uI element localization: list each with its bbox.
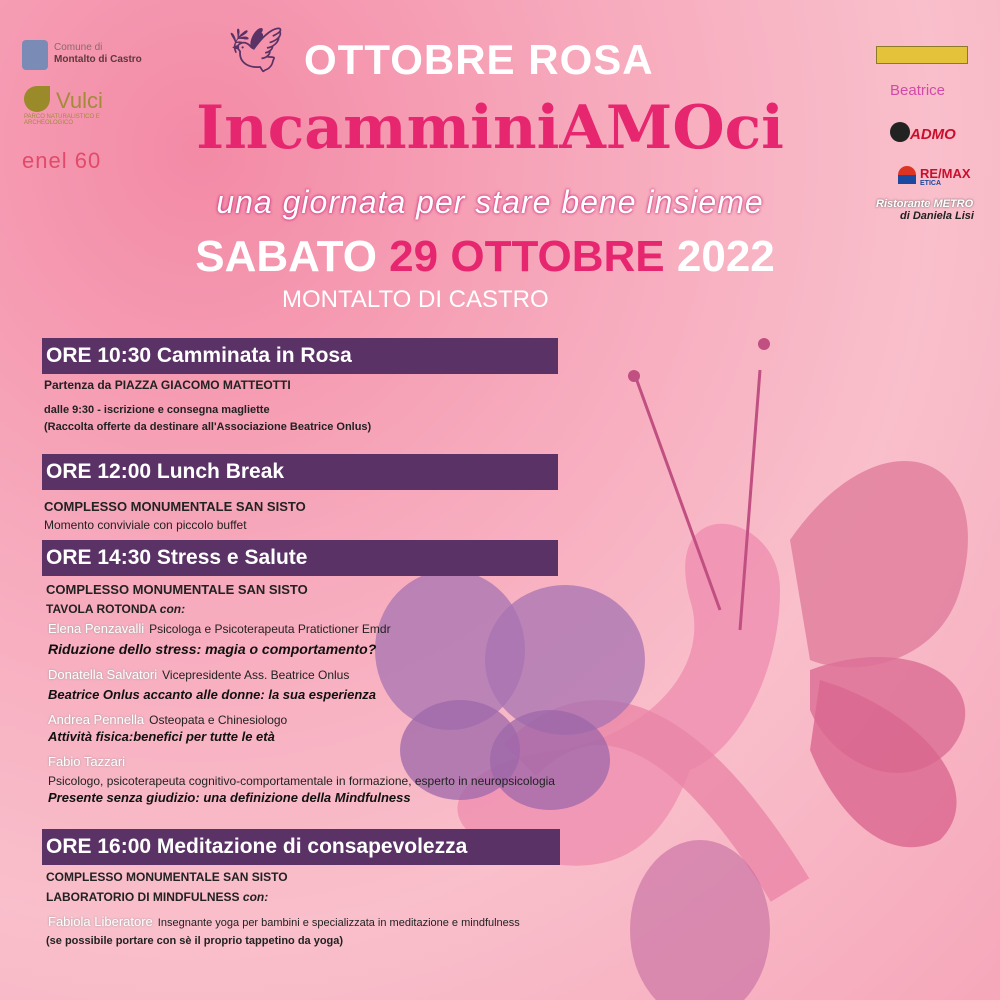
talk-title: Beatrice Onlus accanto alle donne: la sua esperienza <box>48 687 377 702</box>
comune-crest-icon <box>22 40 48 70</box>
enel-logo: enel 60 <box>22 148 102 173</box>
vulci-logo: Vulci <box>56 88 103 113</box>
section-heading-stress: ORE 14:30 Stress e Salute <box>42 540 558 576</box>
s4-line: LABORATORIO DI MINDFULNESS con: <box>46 890 269 904</box>
s2-line: COMPLESSO MONUMENTALE SAN SISTO <box>44 499 306 514</box>
s4-line: COMPLESSO MONUMENTALE SAN SISTO <box>46 870 288 884</box>
s2-line: Momento conviviale con piccolo buffet <box>44 518 247 532</box>
remax-logo: RE/MAX <box>920 166 971 181</box>
speaker: Fabiola Liberatore Insegnante yoga per bambini e specializzata in meditazione e mindfulness <box>48 914 520 929</box>
event-date <box>0 232 970 282</box>
date-day: SABATO <box>195 232 377 281</box>
section-heading-lunch: ORE 12:00 Lunch Break <box>42 454 558 490</box>
talk-title: Riduzione dello stress: magia o comportamento? <box>48 641 377 657</box>
s1-line: dalle 9:30 - iscrizione e consegna magliette <box>44 404 270 416</box>
date-year: 2022 <box>676 232 775 281</box>
s1-line: Partenza da PIAZZA GIACOMO MATTEOTTI <box>44 378 291 392</box>
remax-balloon-icon <box>898 166 916 184</box>
event-name: OTTOBRE ROSA <box>304 36 654 83</box>
s3-line: TAVOLA ROTONDA con: <box>46 602 186 616</box>
speaker-role: Psicologo, psicoterapeuta cognitivo-comportamentale in formazione, esperto in neuropsicologia <box>48 774 555 788</box>
beatrice-logo: Beatrice <box>890 82 946 99</box>
speaker: Andrea Pennella Osteopata e Chinesiologo <box>48 712 288 727</box>
admo-logo: ADMO <box>910 126 956 143</box>
section-heading-camminata: ORE 10:30 Camminata in Rosa <box>42 338 558 374</box>
remax-sub: ETICA <box>920 180 941 187</box>
vulci-shell-icon <box>24 86 50 112</box>
ristorante-line1: Ristorante METRO <box>876 198 974 210</box>
comune-name: Montalto di Castro <box>54 54 142 65</box>
butterfly-ribbon-illustration <box>360 330 1000 1000</box>
date-main: 29 OTTOBRE <box>389 232 665 281</box>
talk-title: Presente senza giudizio: una definizione della Mindfulness <box>48 790 411 805</box>
s3-line: COMPLESSO MONUMENTALE SAN SISTO <box>46 582 308 597</box>
comune-label: Comune di <box>54 42 103 53</box>
s1-line: (Raccolta offerte da destinare all'Associazione Beatrice Onlus) <box>44 421 372 433</box>
main-title: IncamminiAMOci <box>196 93 784 163</box>
speaker: Donatella Salvatori Vicepresidente Ass. Beatrice Onlus <box>48 667 350 682</box>
section-heading-meditazione: ORE 16:00 Meditazione di consapevolezza <box>42 829 560 865</box>
talk-title: Attività fisica:benefici per tutte le età <box>48 729 275 744</box>
speaker-name: Fabio Tazzari <box>48 754 126 769</box>
vulci-subtitle: PARCO NATURALISTICO E ARCHEOLOGICO <box>24 114 100 126</box>
admo-icon <box>890 122 910 142</box>
sponsor-logo <box>876 46 968 64</box>
speaker: Elena Penzavalli Psicologa e Psicoterapeuta Pratictioner Emdr <box>48 621 391 636</box>
s4-line: (se possibile portare con sè il proprio tappetino da yoga) <box>46 935 344 947</box>
dove-icon: 🕊 <box>228 26 284 75</box>
ristorante-line2: di Daniela Lisi <box>900 210 974 222</box>
subtitle: una giornata per stare bene insieme <box>216 184 764 220</box>
event-place: MONTALTO DI CASTRO <box>282 286 549 313</box>
